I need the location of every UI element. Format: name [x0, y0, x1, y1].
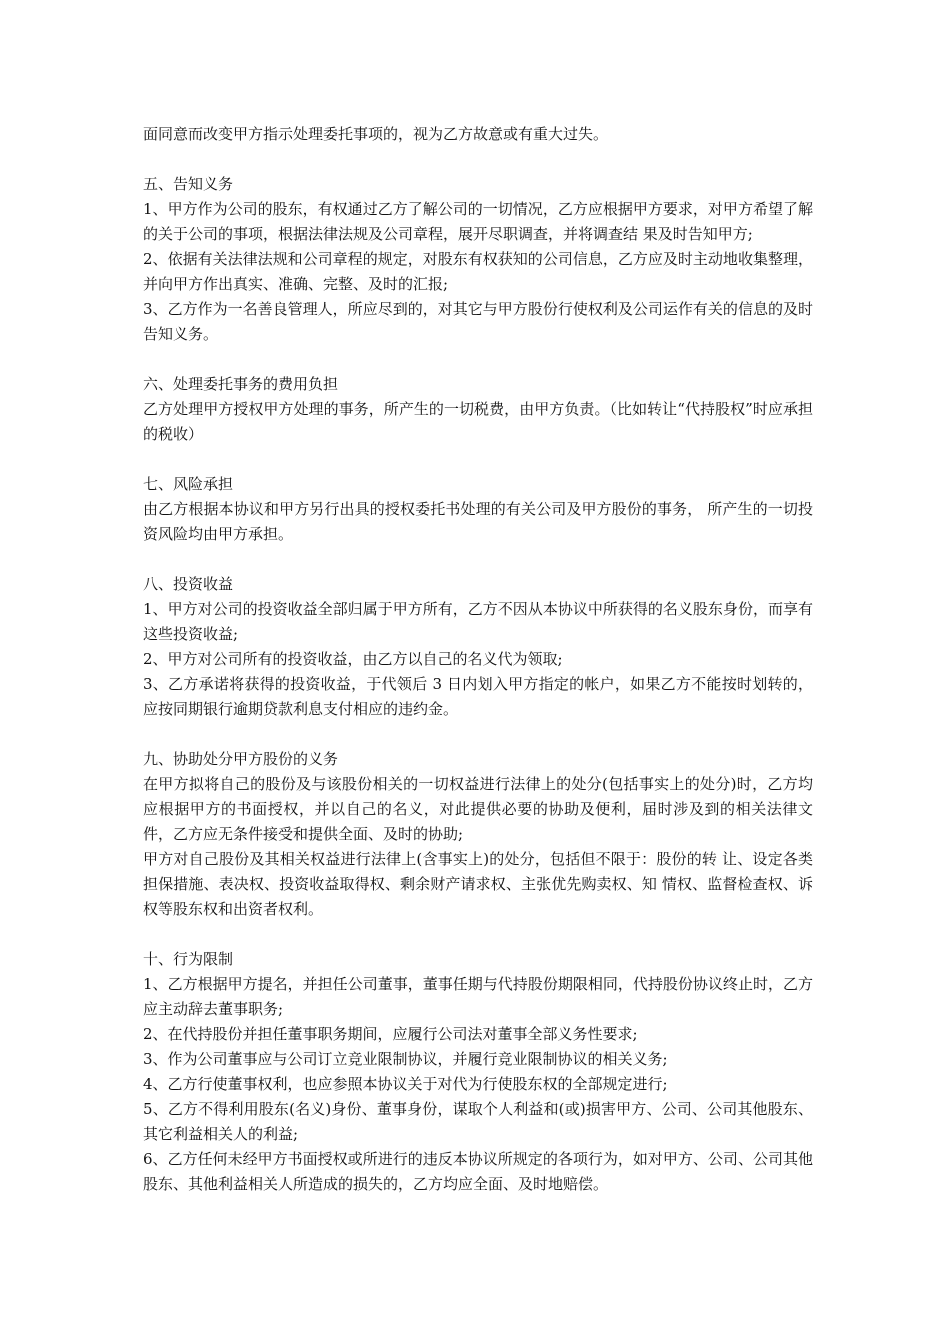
section-heading: 九、协助处分甲方股份的义务 — [143, 750, 339, 768]
section-paragraph: 乙方处理甲方授权甲方处理的事务，所产生的一切税费，由甲方负责。（比如转让“代持股权”时应承担的税收） — [143, 400, 813, 443]
section-paragraph: 由乙方根据本协议和甲方另行出具的授权委托书处理的有关公司及甲方股份的事务， 所产生的一切投资风险均由甲方承担。 — [143, 500, 813, 543]
section-investment-income — [143, 572, 813, 722]
section-paragraph: 甲方对自己股份及其相关权益进行法律上(含事实上)的处分，包括但不限于：股份的转 让、设定各类担保措施、表决权、投资收益取得权、剩余财产请求权、主张优先购卖权、知 情权、监督检查权、诉权等股东权和出资者权利。 — [143, 850, 813, 918]
section-paragraph: 2、依据有关法律法规和公司章程的规定，对股东有权获知的公司信息，乙方应及时主动地收集整理，并向甲方作出真实、准确、完整、及时的汇报; — [143, 250, 813, 293]
document-body — [143, 122, 813, 1197]
section-paragraph: 2、甲方对公司所有的投资收益，由乙方以自己的名义代为领取; — [143, 650, 563, 668]
section-heading: 七、风险承担 — [143, 475, 234, 493]
section-paragraph: 5、乙方不得利用股东(名义)身份、董事身份，谋取个人利益和(或)损害甲方、公司、公司其他股东、其它利益相关人的利益; — [143, 1100, 813, 1143]
section-share-disposal-assistance — [143, 747, 813, 922]
section-notification-duty — [143, 172, 813, 347]
section-risk-bearing — [143, 472, 813, 547]
section-paragraph: 6、乙方任何未经甲方书面授权或所进行的违反本协议所规定的各项行为，如对甲方、公司、公司其他股东、其他利益相关人所造成的损失的，乙方均应全面、及时地赔偿。 — [143, 1150, 813, 1193]
section-paragraph: 3、乙方作为一名善良管理人，所应尽到的，对其它与甲方股份行使权利及公司运作有关的信息的及时告知义务。 — [143, 300, 813, 343]
section-paragraph: 4、乙方行使董事权利，也应参照本协议关于对代为行使股东权的全部规定进行; — [143, 1075, 668, 1093]
section-conduct-restrictions — [143, 947, 813, 1197]
section-paragraph: 在甲方拟将自己的股份及与该股份相关的一切权益进行法律上的处分(包括事实上的处分)时，乙方均应根据甲方的书面授权，并以自己的名义，对此提供必要的协助及便利，届时涉及到的相关法律文件，乙方应无条件接受和提供全面、及时的协助; — [143, 775, 813, 843]
section-heading: 六、处理委托事务的费用负担 — [143, 375, 339, 393]
section-paragraph: 1、乙方根据甲方提名，并担任公司董事，董事任期与代持股份期限相同，代持股份协议终止时，乙方应主动辞去董事职务; — [143, 975, 813, 1018]
section-paragraph: 3、作为公司董事应与公司订立竞业限制协议，并履行竞业限制协议的相关义务; — [143, 1050, 668, 1068]
section-expense-burden — [143, 372, 813, 447]
section-heading: 十、行为限制 — [143, 950, 234, 968]
section-paragraph: 1、甲方作为公司的股东，有权通过乙方了解公司的一切情况，乙方应根据甲方要求，对甲方希望了解的关于公司的事项，根据法律法规及公司章程，展开尽职调查，并将调查结 果及时告知甲方; — [143, 200, 813, 243]
section-heading: 八、投资收益 — [143, 575, 234, 593]
section-heading: 五、告知义务 — [143, 175, 234, 193]
intro-paragraph: 面同意而改变甲方指示处理委托事项的，视为乙方故意或有重大过失。 — [143, 125, 609, 143]
section-paragraph: 3、乙方承诺将获得的投资收益，于代领后 3 日内划入甲方指定的帐户，如果乙方不能按时划转的，应按同期银行逾期贷款利息支付相应的违约金。 — [143, 675, 813, 718]
section-paragraph: 1、甲方对公司的投资收益全部归属于甲方所有，乙方不因从本协议中所获得的名义股东身份，而享有这些投资收益; — [143, 600, 813, 643]
section-paragraph: 2、在代持股份并担任董事职务期间，应履行公司法对董事全部义务性要求; — [143, 1025, 638, 1043]
